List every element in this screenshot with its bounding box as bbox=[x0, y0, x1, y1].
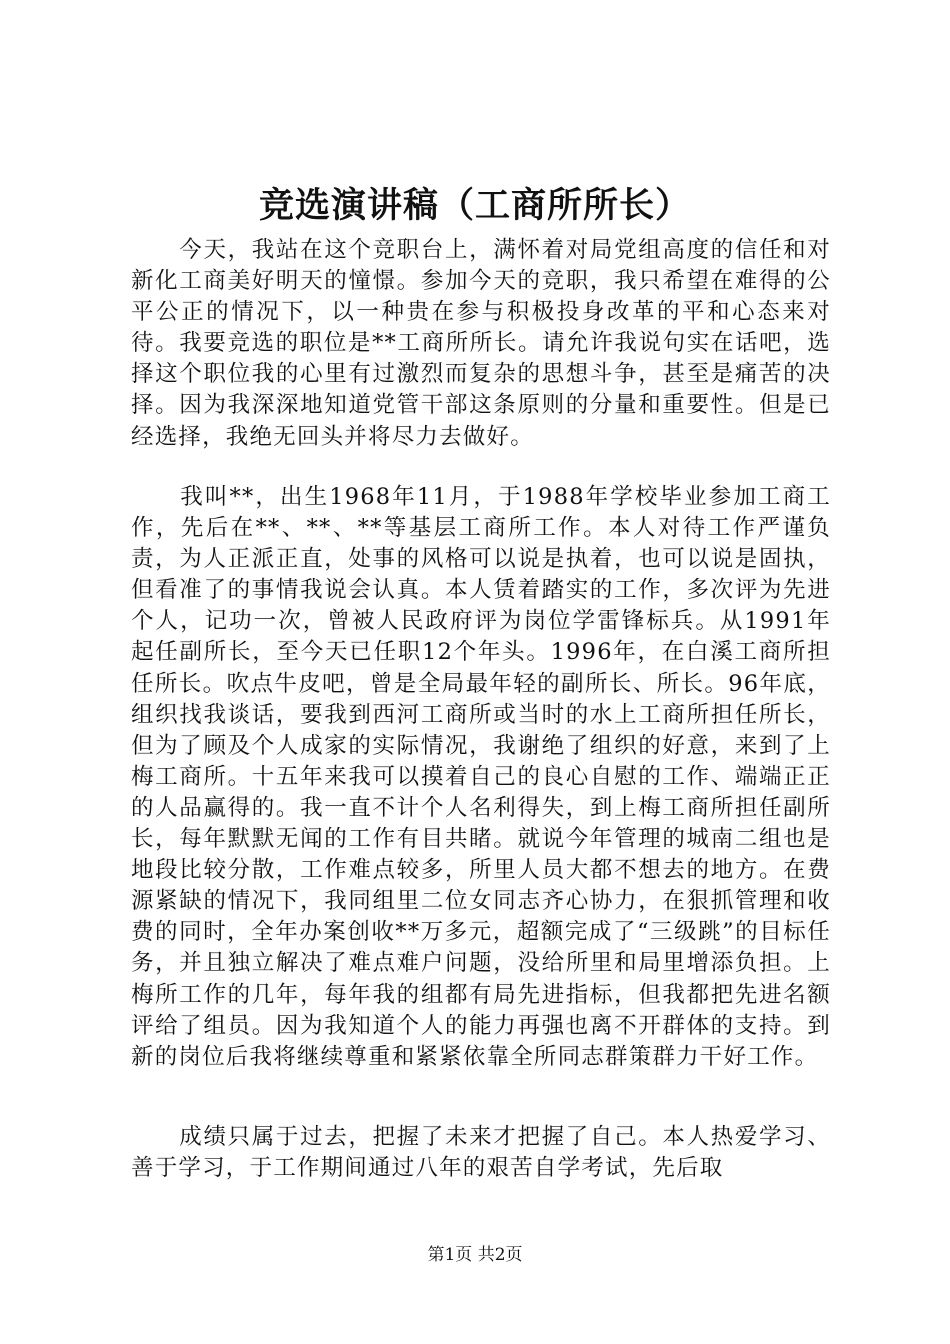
page-number-footer: 第1页 共2页 bbox=[427, 1245, 523, 1265]
document-title: 竞选演讲稿（工商所所长） bbox=[258, 185, 691, 226]
paragraph-background: 我叫**，出生1968年11月，于1988年学校毕业参加工商工作，先后在**、**、**等基层工商所工作。本人对待工作严谨负责，为人正派正直，处事的风格可以说是执着，也可以说是固执，但看准了的事情我说会认真。本人赁着踏实的工作，多次评为先进个人，记功一次，曾被人民政府评为岗位学雷锋标兵。从1991年起任副所长，至今天已任职12个年头。1996年，在白溪工商所担任所长。吹点牛皮吧，曾是全局最年轻的副所长、所长。96年底，组织找我谈话，要我到西河工商所或当时的水上工商所担任所长，但为了顾及个人成家的实际情况，我谢绝了组织的好意，来到了上梅工商所。十五年来我可以摸着自己的良心自慰的工作、端端正正的人品赢得的。我一直不计个人名利得失，到上梅工商所担任副所长，每年默默无闻的工作有目共睹。就说今年管理的城南二组也是地段比较分散，工作难点较多，所里人员大都不想去的地方。在费源紧缺的情况下，我同组里二位女同志齐心协力，在狠抓管理和收费的同时，全年办案创收**万多元，超额完成了“三级跳”的目标任务，并且独立解决了难点难户问题，没给所里和局里增添负担。上梅所工作的几年，每年我的组都有局先进指标，但我都把先进名额评给了组员。因为我知道个人的能力再强也离不开群体的支持。到新的岗位后我将继续尊重和紧紧依靠全所同志群策群力干好工作。 bbox=[131, 484, 831, 1070]
paragraph-learning: 成绩只属于过去，把握了未来才把握了自己。本人热爱学习、善于学习，于工作期间通过八年的艰苦自学考试，先后取 bbox=[131, 1124, 831, 1182]
paragraph-intro: 今天，我站在这个竞职台上，满怀着对局党组高度的信任和对新化工商美好明天的憧憬。参加今天的竞职，我只希望在难得的公平公正的情况下，以一种贵在参与积极投身改革的平和心态来对待。我要竞选的职位是**工商所所长。请允许我说句实在话吧，选择这个职位我的心里有过激烈而复杂的思想斗争，甚至是痛苦的决择。因为我深深地知道党管干部这条原则的分量和重要性。但是已经选择，我绝无回头并将尽力去做好。 bbox=[131, 237, 831, 450]
